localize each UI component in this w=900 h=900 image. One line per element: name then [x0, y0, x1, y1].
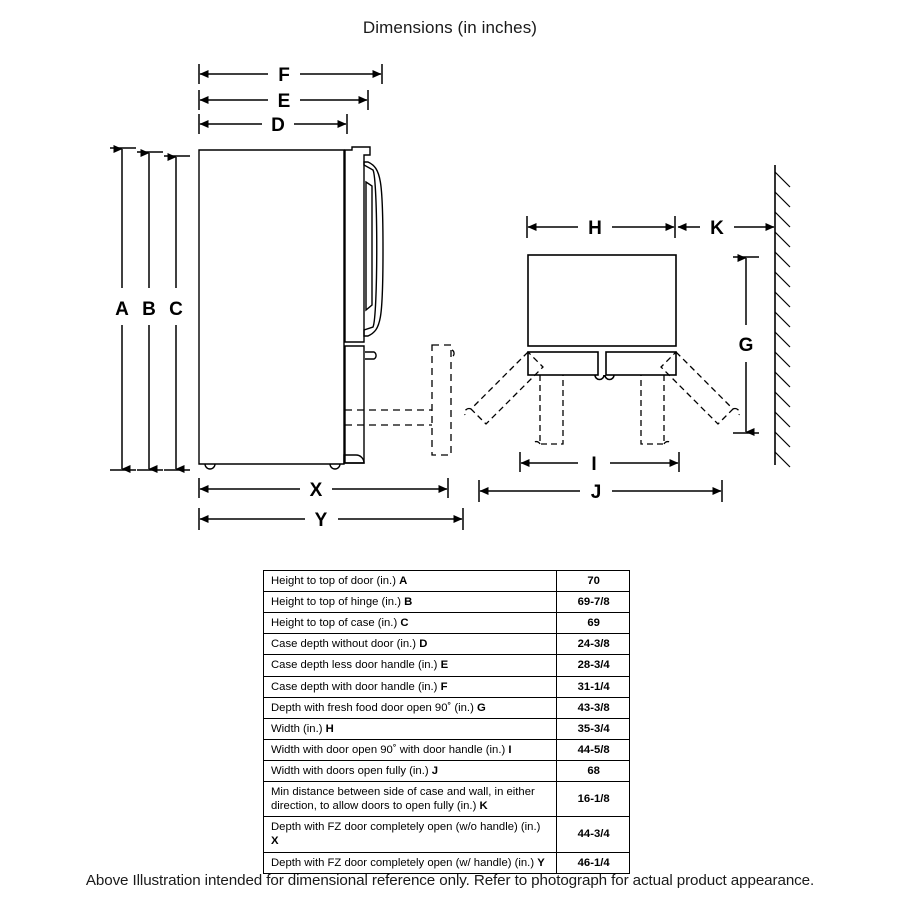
- dim-F: [199, 64, 382, 84]
- dim-label-X: X: [309, 480, 323, 501]
- dimension-description: Depth with fresh food door open 90˚ (in.) G: [264, 697, 557, 718]
- table-row: [264, 571, 630, 592]
- dimension-key: G: [476, 701, 486, 714]
- dimension-description: Width with door open 90˚ with door handle (in.) I: [264, 739, 557, 760]
- table-row: [264, 655, 630, 676]
- table-row: [264, 817, 630, 852]
- table-row: [264, 676, 630, 697]
- dimension-value: 43-3/8: [557, 697, 630, 718]
- dim-label-H: H: [588, 218, 602, 239]
- table-row: [264, 760, 630, 781]
- dim-label-Y: Y: [314, 510, 328, 531]
- dimension-value: 31-1/4: [557, 676, 630, 697]
- dimension-value: 46-1/4: [557, 852, 630, 873]
- wall-hatching: [775, 172, 790, 467]
- dimension-value: 28-3/4: [557, 655, 630, 676]
- dimension-key: A: [399, 575, 408, 587]
- dim-label-D: D: [271, 115, 285, 136]
- footer-note: Above Illustration intended for dimensional reference only. Refer to photograph for actual product appearance.: [85, 872, 815, 889]
- dimensions-table-body: [264, 571, 630, 874]
- dimensions-table: [263, 570, 630, 874]
- dimension-value: 24-3/8: [557, 634, 630, 655]
- dim-label-G: G: [738, 335, 754, 356]
- dimension-value: 70: [557, 571, 630, 592]
- table-row: [264, 592, 630, 613]
- dimension-key: I: [508, 743, 512, 756]
- side-view-cabinet: [199, 150, 364, 469]
- dim-I: [520, 452, 679, 472]
- dimension-description: Min distance between side of case and wall, in either direction, to allow doors to open fully (in.) K: [264, 782, 557, 817]
- dimension-key: J: [431, 764, 439, 777]
- side-view-fresh-food-door: [345, 147, 383, 342]
- table-row: [264, 852, 630, 873]
- dimension-value: 68: [557, 760, 630, 781]
- top-view-right-door-swing-dashed: [641, 352, 739, 444]
- table-row: [264, 697, 630, 718]
- dimension-description: Height to top of hinge (in.) B: [264, 592, 557, 613]
- table-row: [264, 739, 630, 760]
- dimension-description: Case depth with door handle (in.) F: [264, 676, 557, 697]
- dimension-description: Depth with FZ door completely open (w/ handle) (in.) Y: [264, 852, 557, 873]
- dimension-key: E: [440, 659, 449, 672]
- table-row: [264, 782, 630, 817]
- dim-Y: [199, 508, 463, 530]
- table-row: [264, 613, 630, 634]
- dimension-key: H: [325, 722, 334, 735]
- dimension-key: F: [440, 680, 448, 693]
- dimension-value: 69: [557, 613, 630, 634]
- dimension-key: C: [400, 617, 409, 630]
- dimension-value: 44-3/4: [557, 817, 630, 852]
- dimension-description: Height to top of case (in.) C: [264, 613, 557, 634]
- dimension-value: 69-7/8: [557, 592, 630, 613]
- dim-label-A: A: [115, 299, 129, 320]
- side-view-drawer-open-dashed: [345, 345, 454, 455]
- dim-label-J: J: [590, 482, 602, 503]
- dimension-value: 16-1/8: [557, 782, 630, 817]
- dimension-description: Height to top of door (in.) A: [264, 571, 557, 592]
- dimension-description: Width with doors open fully (in.) J: [264, 760, 557, 781]
- top-view-cabinet: [528, 255, 676, 346]
- dim-label-F: F: [278, 65, 290, 86]
- table-row: [264, 634, 630, 655]
- dim-label-E: E: [277, 91, 291, 112]
- dimension-description: Case depth less door handle (in.) E: [264, 655, 557, 676]
- dimension-key: Y: [537, 856, 545, 869]
- dimension-description: Case depth without door (in.) D: [264, 634, 557, 655]
- dimension-key: D: [419, 638, 428, 651]
- dimension-key: K: [479, 800, 488, 813]
- table-row: [264, 718, 630, 739]
- dimension-description: Depth with FZ door completely open (w/o handle) (in.) X: [264, 817, 557, 852]
- side-view-freezer-door: [345, 346, 376, 463]
- dim-label-K: K: [710, 218, 724, 239]
- dim-label-I: I: [591, 454, 597, 475]
- dimension-value: 44-5/8: [557, 739, 630, 760]
- dimension-value: 35-3/4: [557, 718, 630, 739]
- dimension-key: B: [404, 596, 413, 609]
- top-view-doors-closed: [528, 352, 676, 380]
- page-title: Dimensions (in inches): [362, 18, 538, 37]
- dimension-description: Width (in.) H: [264, 718, 557, 739]
- dimension-key: X: [271, 835, 279, 848]
- dim-label-C: C: [169, 299, 183, 320]
- top-view-left-door-swing-dashed: [465, 352, 563, 444]
- dim-label-B: B: [142, 299, 156, 320]
- dim-X: [199, 478, 448, 498]
